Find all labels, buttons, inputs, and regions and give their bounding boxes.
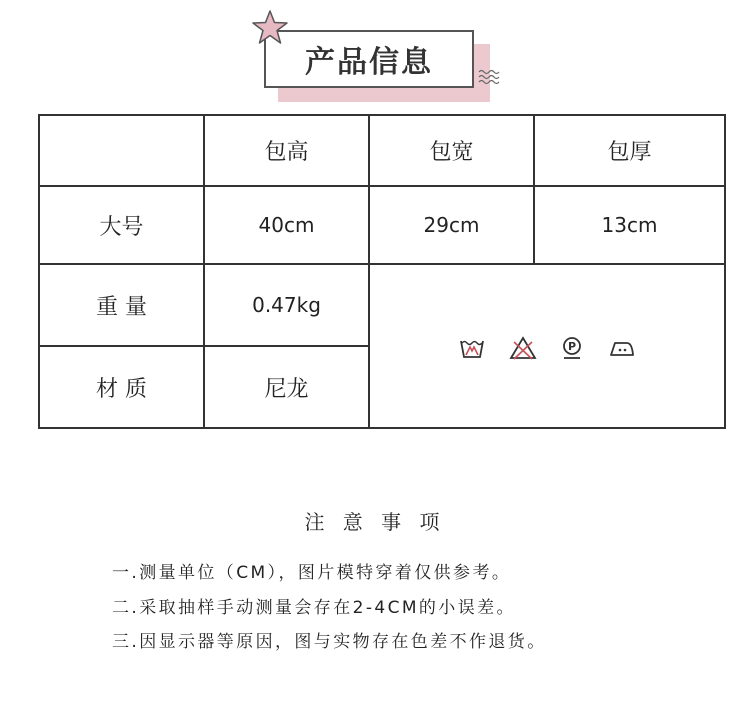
iron-icon — [607, 337, 635, 359]
row-label-weight: 重 量 — [39, 264, 204, 346]
table-header-cell: 包宽 — [369, 115, 534, 186]
dry-clean-p-icon — [561, 336, 583, 360]
wave-decoration-icon — [478, 68, 500, 86]
page-title: 产品信息 — [264, 30, 474, 88]
value-depth: 13cm — [534, 186, 725, 264]
notes-title: 注 意 事 项 — [304, 510, 446, 534]
star-icon — [250, 8, 290, 48]
note-line: 二.采取抽样手动测量会存在2-4CM的小误差。 — [112, 598, 516, 618]
title-badge — [250, 8, 520, 108]
value-weight: 0.47kg — [204, 264, 369, 346]
hand-wash-icon — [459, 336, 485, 360]
note-line: 三.因显示器等原因，图与实物存在色差不作退货。 — [112, 632, 547, 652]
table-header-cell: 包高 — [204, 115, 369, 186]
spec-table — [38, 114, 726, 429]
value-width: 29cm — [369, 186, 534, 264]
care-symbols-cell — [369, 264, 725, 428]
table-row-weight — [39, 264, 725, 346]
row-label-size: 大号 — [39, 186, 204, 264]
table-header-row — [39, 115, 725, 186]
svg-text:P: P — [567, 340, 577, 353]
table-header-cell — [39, 115, 204, 186]
row-label-material: 材 质 — [39, 346, 204, 428]
no-bleach-icon — [509, 336, 537, 360]
value-height: 40cm — [204, 186, 369, 264]
note-line: 一.测量单位（CM），图片模特穿着仅供参考。 — [112, 563, 512, 583]
table-row-size — [39, 186, 725, 264]
table-header-cell: 包厚 — [534, 115, 725, 186]
value-material: 尼龙 — [204, 346, 369, 428]
